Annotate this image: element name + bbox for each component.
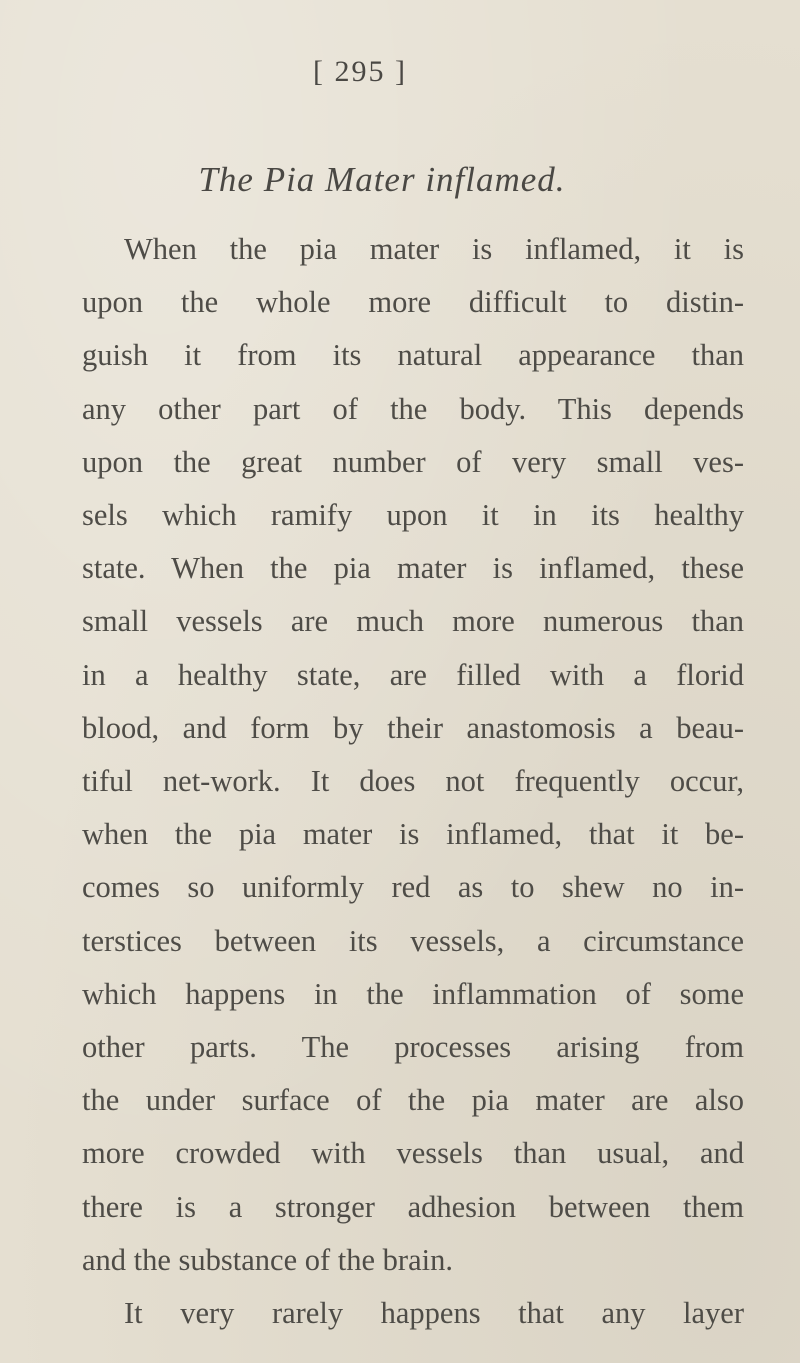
text-line: tiful net-work. It does not frequently occur, [82,764,744,799]
text-line: upon the great number of very small ves- [82,444,744,479]
text-line: in a healthy state, are filled with a florid [82,657,744,692]
text-line: small vessels are much more numerous than [82,604,744,639]
text-line: state. When the pia mater is inflamed, these [82,551,744,586]
text-line: terstices between its vessels, a circumstance [82,923,744,958]
text-line: the under surface of the pia mater are also [82,1083,744,1118]
body-text [82,223,744,1340]
text-line: when the pia mater is inflamed, that it be- [82,817,744,852]
text-line: any other part of the body. This depends [82,391,744,426]
text-line: comes so uniformly red as to shew no in- [82,870,744,905]
section-title: The Pia Mater inflamed. [198,160,566,199]
text-line: It very rarely happens that any layer [124,1296,744,1331]
text-line: and the substance of the brain. [82,1242,453,1277]
text-line: more crowded with vessels than usual, and [82,1136,744,1171]
text-line: guish it from its natural appearance than [82,338,744,373]
text-line: there is a stronger adhesion between them [82,1189,744,1224]
text-line: blood, and form by their anastomosis a beau- [82,710,744,745]
text-line: which happens in the inflammation of some [82,976,744,1011]
text-line: sels which ramify upon it in its healthy [82,498,744,533]
text-line: When the pia mater is inflamed, it is [124,232,744,266]
text-line: upon the whole more difficult to distin- [82,285,744,320]
text-line: other parts. The processes arising from [82,1030,744,1065]
page-number: [ 295 ] [313,55,407,88]
